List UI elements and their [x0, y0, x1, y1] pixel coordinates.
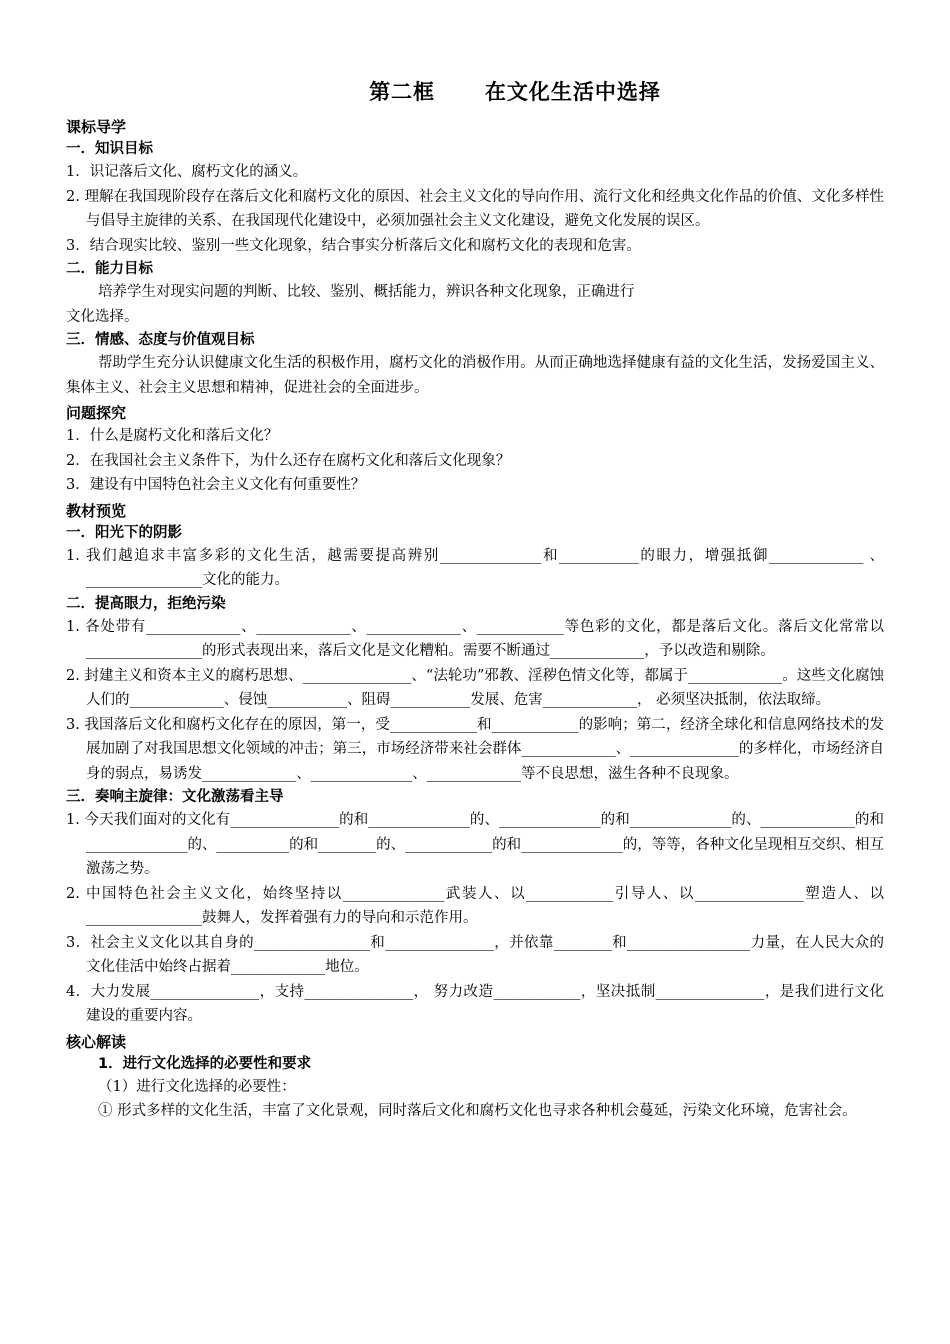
knowledge-item-2: 2. 理解在我国现阶段存在落后文化和腐朽文化的原因、社会主义文化的导向作用、流行文化和经典文化作品的价值、文化多样性与倡导主旋律的关系、在我国现代化建设中，必须加强社会主义文化建设，避免文化发展的误区。	[66, 188, 884, 229]
knowledge-item-3: 3．结合现实比较、鉴别一些文化现象，结合事实分析落后文化和腐朽文化的表现和危害。	[66, 237, 641, 254]
ability-text-1: 培养学生对现实问题的判断、比较、鉴别、概括能力，辨识各种文化现象，正确进行	[98, 284, 635, 300]
question-1: 1．什么是腐朽文化和落后文化？	[66, 428, 279, 444]
section-heading-textbook-preview: 教材预览	[66, 501, 127, 520]
preview-item-5: 1. 今天我们面对的文化有_______________的和______________的、______________的和______________的、_____________的和______________的、__________的和________的、____________的和______________的，等等，各种文化呈现相互交织、相互激荡之势。	[66, 812, 884, 877]
section-heading-core-reading: 核心解读	[66, 1032, 127, 1051]
preview-item-4: 3. 我国落后文化和腐朽文化存在的原因，第一，受____________和____________的影响；第二，经济全球化和信息网络技术的发展加剧了对我国思想文化领域的冲击；第三，市场经济带来社会群体_____________、_______________的多样化，市场经济自身的弱点，易诱发_____________、______________、_____________等不良思想，滋生各种不良现象。	[66, 716, 884, 782]
preview-item-1: 1. 我们越追求丰富多彩的文化生活，越需要提高辨别______________和___________的眼力，增强抵御_____________ 、 ________________文化的能力。	[66, 547, 884, 588]
preview-item-8: 4．大力发展_______________，支持_______________， 努力改造____________，坚决抵制_______________，是我们进行文化建设的重要内容。	[66, 983, 884, 1024]
subheading-cultural-choice: 1．进行文化选择的必要性和要求	[98, 1055, 312, 1072]
ability-text-2: 文化选择。	[66, 308, 139, 325]
preview-item-3: 2. 封建主义和资本主义的腐朽思想、_______________、“法轮功”邪教、淫秽色情文化等，都属于_____________。这些文化腐蚀人们的_____________、侵蚀___________、阻碍___________发展、危害_____________， 必须坚决抵制，依法取缔。	[66, 667, 884, 708]
emotion-text: 帮助学生充分认识健康文化生活的积极作用，腐朽文化的消极作用。从而正确地选择健康有益的文化生活，发扬爱国主义、集体主义、社会主义思想和精神，促进社会的全面进步。	[66, 355, 884, 396]
subheading-knowledge-goals: 一．知识目标	[66, 141, 153, 157]
section-heading-problem-inquiry: 问题探究	[66, 404, 127, 422]
core-text-1: ① 形式多样的文化生活，丰富了文化景观，同时落后文化和腐朽文化也寻求各种机会蔓延，污染文化环境，危害社会。	[98, 1103, 857, 1119]
preview-item-2: 1. 各处带有_____________、_____________、_____________、____________等色彩的文化，都是落后文化。落后文化常常以________________的形式表现出来，落后文化是文化糟粕。需要不断通过_____________，予以改造和剔除。	[66, 618, 884, 659]
question-2: 2．在我国社会主义条件下，为什么还存在腐朽文化和落后文化现象？	[66, 452, 511, 469]
question-3: 3．建设有中国特色社会主义文化有何重要性？	[66, 477, 366, 493]
knowledge-item-1: 1．识记落后文化、腐朽文化的涵义。	[66, 164, 308, 180]
subheading-shadow: 一．阳光下的阴影	[66, 524, 182, 541]
subheading-main-melody: 三．奏响主旋律：文化激荡看主导	[66, 789, 284, 805]
subheading-necessity: （1）进行文化选择的必要性：	[98, 1078, 296, 1095]
preview-item-7: 3．社会主义文化以其自身的________________和_______________，并依靠________和_________________力量，在人民大众的文化佳活中始终占据着_____________地位。	[66, 934, 884, 975]
subheading-emotion-goals: 三．情感、态度与价值观目标	[66, 332, 255, 348]
page-title: 第二框 在文化生活中选择	[369, 80, 661, 104]
section-heading-course-guide: 课标导学	[66, 118, 127, 136]
preview-item-6: 2. 中国特色社会主义文化，始终坚持以______________武装人、以____________引导人、以_______________塑造人、以________________鼓舞人，发挥着强有力的导向和示范作用。	[66, 885, 884, 926]
subheading-ability-goals: 二．能力目标	[66, 261, 153, 277]
subheading-reject-pollution: 二．提高眼力，拒绝污染	[66, 595, 226, 612]
